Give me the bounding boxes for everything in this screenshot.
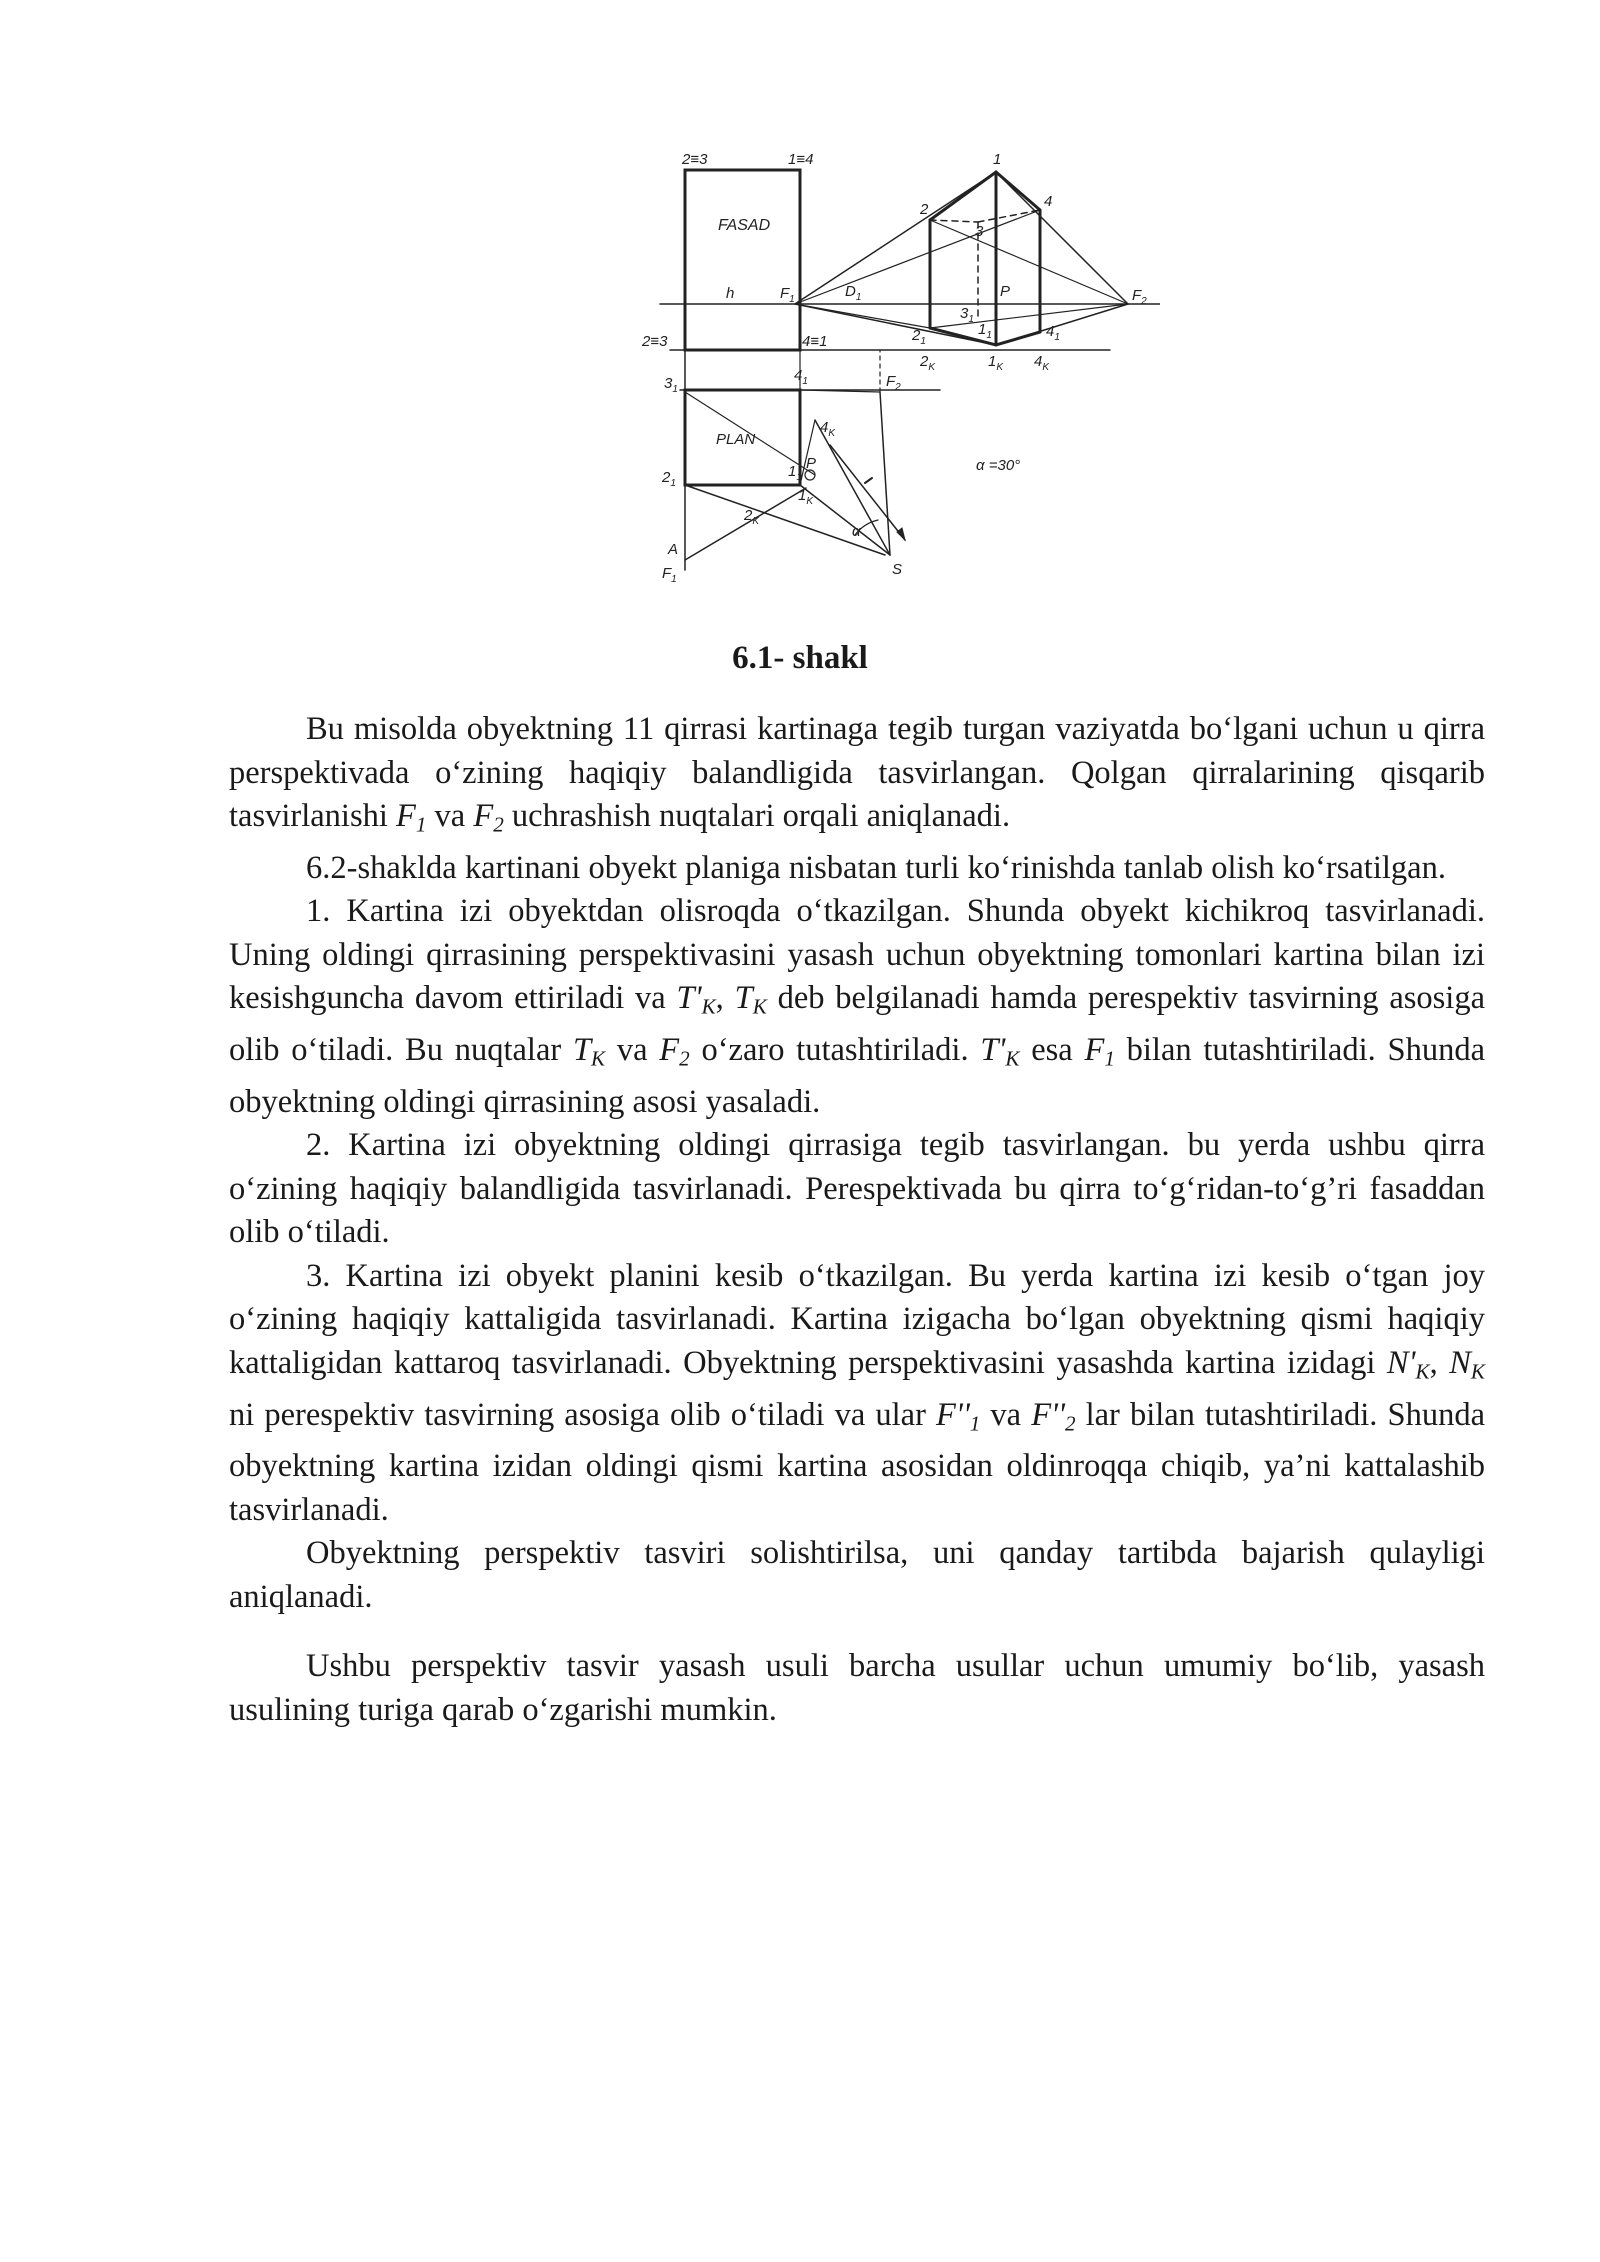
plan-ray-f2 [880,392,890,555]
label-f2: $F_2$ [1132,287,1147,307]
paragraph-6: Obyektning perspektiv tasviri solishtirilsa, uni qanday tartibda bajarish qulayligi aniqlanadi. [229,1535,1485,1615]
label-alpha: α [852,523,861,540]
label-3: 3 [975,223,984,240]
label-s: S [892,561,903,578]
f1-symbol: $F_1$ [396,798,427,837]
arrow-head-icon [897,528,905,540]
label-1-1: $1_1$ [978,321,992,341]
label-f1: $F_1$ [780,285,795,305]
label-4-1-plan: $4_1$ [794,367,808,387]
body-text [229,708,1485,1732]
hidden-top-34 [978,210,1040,222]
label-3-1-plan: $3_1$ [664,375,678,395]
tick-mark [865,478,872,483]
label-4-1-mid: 4≡1 [802,333,828,350]
paragraph-2: 6.2-shaklda kartinani obyekt planiga nisbatan turli ko‘rinishda tanlab olish ko‘rsatilgan. [306,849,1446,886]
f1-symbol-2: $F_1$ [1084,1032,1115,1071]
label-4: 4 [1044,193,1053,210]
label-1k: $1_K$ [988,353,1004,373]
label-4k-plan: $4_K$ [820,419,836,439]
plan-ray-1 [800,420,815,485]
label-2: 2 [920,201,929,218]
f2-symbol: $F_2$ [473,798,504,837]
nk-symbol: $N_K$ [1449,1344,1485,1384]
paragraph-7: Ushbu perspektiv tasvir yasash usuli barcha usullar uchun umumiy bo‘lib, yasash usulining turiga qarab o‘zgarishi mumkin. [229,1648,1485,1728]
label-p-plan: P [806,455,817,472]
vl-f2-2 [930,220,1128,304]
tk-prime-symbol-2: $T'_K$ [980,1032,1020,1071]
label-p-top: P [1000,283,1011,300]
label-2k: $2_K$ [920,353,936,373]
tk-symbol-2: $T_K$ [572,1032,606,1071]
f2-double-prime-symbol: $F''_2$ [1031,1396,1076,1435]
nk-prime-symbol: $N'_K$ [1386,1344,1430,1384]
label-1: 1 [993,151,1002,168]
tk-prime-symbol: $T'_K$ [676,980,716,1019]
perspective-construction-drawing [640,150,1160,610]
hidden-top-23 [930,220,978,222]
figure-6-1 [640,150,1160,610]
label-fasad: FASAD [718,217,771,234]
paragraph-4: 2. Kartina izi obyektning oldingi qirrasiga tegib tasvirlangan. bu yerda ushbu qirra o‘zining haqiqiy balandligida tasvirlanadi. Perespektivada bu qirra to‘g‘ridan-to‘g’ri fasaddan olib o‘tiladi. [229,1127,1485,1251]
f2-symbol-2: $F_2$ [659,1032,690,1071]
label-f1-plan: $F_1$ [662,565,677,585]
vl-f2-1k [996,304,1128,345]
vl-f2-1 [996,172,1128,304]
paragraph-3: 1. Kartina izi obyektdan olisroqda o‘tkazilgan. Shunda obyekt kichikroq tasvirlanadi. Uning oldingi qirrasining perspektivasini yasash uchun obyektning tomonlari kartina bilan izi kesishguncha davom ettiriladi va $T'_K$, $T_K$ deb belgilanadi hamda perespektiv tasvirning asosiga olib o‘tiladi. Bu nuqtalar $T_K$ va $F_2$ o‘zaro tutashtiriladi. $T'_K$ esa $F_1$ bilan tutashtiriladi. Shunda obyektning oldingi qirrasining asosi yasaladi. [229,893,1486,1120]
plan-arrow-line [830,445,905,540]
label-alpha-value: α =30° [976,457,1021,474]
label-h: h [726,285,735,302]
label-4k: $4_K$ [1034,353,1050,373]
plan-diag-b [685,488,806,560]
tk-symbol: $T_K$ [734,980,767,1019]
label-1-4-top: 1≡4 [788,151,814,168]
figure-caption: 6.1- shakl [732,640,868,676]
paragraph-5: 3. Kartina izi obyekt planini kesib o‘tkazilgan. Bu yerda kartina izi kesib o‘tgan joy o‘zining haqiqiy kattaligida tasvirlanadi. Kartina izigacha bo‘lgan obyektning qismi haqiqiy kattaligidan kattaroq tasvirlanadi. Obyektning perspektivasini yasashda kartina izidagi $N'_K$, $N_K$ ni perespektiv tasvirning asosiga olib o‘tiladi va ular $F''_1$ va $F''_2$ lar bilan tutashtiriladi. Shunda obyektning kartina izidan oldingi qismi kartina asosidan oldinroqqa chiqib, ya’ni kattalashib tasvirlanadi. [229,1257,1485,1528]
label-2-1-plan: $2_1$ [662,469,676,489]
label-plan: PLAN [716,431,756,448]
label-2k-plan: $2_K$ [744,507,760,527]
label-2-1-mid: $2_1$ [912,327,926,347]
label-4-1-right: $4_1$ [1046,323,1060,343]
label-1-1-plan: $1_1$ [788,463,802,483]
label-2-3-mid: 2≡3 [642,333,668,350]
f1-double-prime-symbol: $F''_1$ [936,1396,981,1435]
label-f2-plan: $F_2$ [886,373,901,393]
label-3-1: $3_1$ [960,305,974,325]
label-2-3-top: 2≡3 [682,151,708,168]
fasad-rect [685,170,800,350]
plan-diag-a [685,485,885,555]
vl-f1-2 [795,304,930,328]
label-1k-plan: $1_K$ [798,487,814,507]
paragraph-1: Bu misolda obyektning 11 qirrasi kartinaga tegib turgan vaziyatda bo‘lgani uchun u qirra perspektivada o‘zining haqiqiy balandligida tasvirlangan. Qolgan qirralarining qisqarib tasvirlanishi $F_1$ va $F_2$ uchrashish nuqtalari orqali aniqlanadi. [229,711,1485,837]
label-a: A [668,541,679,558]
label-d1: $D_1$ [845,283,862,303]
